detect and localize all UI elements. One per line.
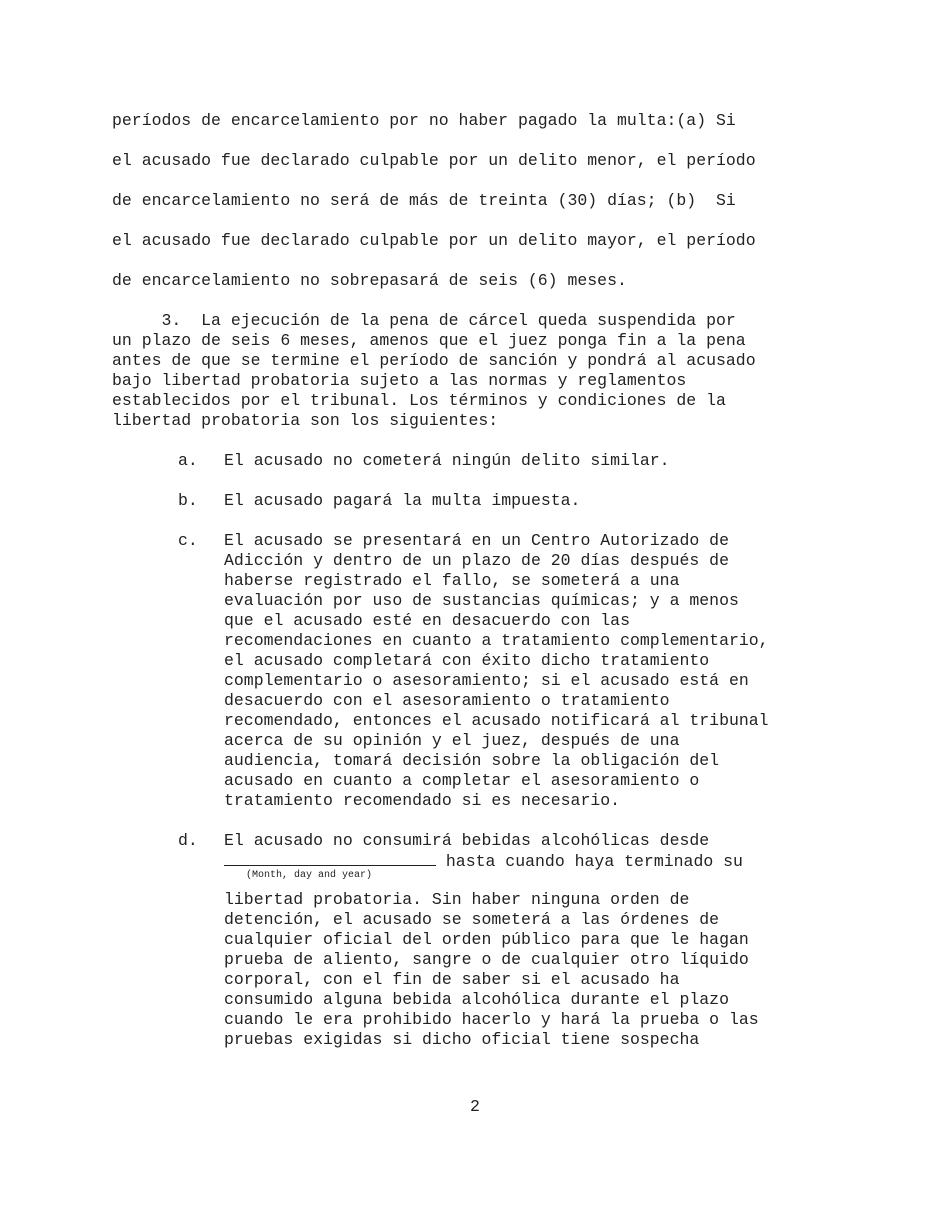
list-item-text: pruebas exigidas si dicho oficial tiene sospecha (224, 1030, 700, 1049)
paragraph-line: antes de que se termine el período de sanción y pondrá al acusado (112, 351, 756, 370)
list-item-text: cualquier oficial del orden público para que le hagan (224, 930, 749, 949)
paragraph-line: un plazo de seis 6 meses, amenos que el juez ponga fin a la pena (112, 331, 746, 350)
list-item-text: prueba de aliento, sangre o de cualquier otro líquido (224, 950, 749, 969)
date-blank-caption: (Month, day and year) (246, 870, 373, 881)
paragraph-line: bajo libertad probatoria sujeto a las normas y reglamentos (112, 371, 687, 390)
paragraph-line: libertad probatoria son los siguientes: (112, 411, 499, 430)
list-item-text: consumido alguna bebida alcohólica durante el plazo (224, 990, 729, 1009)
list-item-text: corporal, con el fin de saber si el acusado ha (224, 970, 680, 989)
list-item-text: El acusado no consumirá bebidas alcohólicas desde (224, 831, 710, 850)
list-item-text: Adicción y dentro de un plazo de 20 días después de (224, 551, 729, 570)
list-item-text: El acusado no cometerá ningún delito similar. (224, 451, 670, 470)
paragraph-line: 3. La ejecución de la pena de cárcel queda suspendida por (112, 311, 736, 330)
list-item-text: hasta cuando haya terminado su (436, 852, 743, 871)
list-item-text: tratamiento recomendado si es necesario. (224, 791, 621, 810)
list-item-text: complementario o asesoramiento; si el acusado está en (224, 671, 749, 690)
list-item-text: acerca de su opinión y el juez, después de una (224, 731, 680, 750)
intro-line: de encarcelamiento no sobrepasará de seis (6) meses. (112, 271, 627, 290)
list-item-text: libertad probatoria. Sin haber ninguna orden de (224, 890, 690, 909)
intro-line: de encarcelamiento no será de más de treinta (30) días; (b) Si (112, 191, 736, 210)
page-number: 2 (470, 1097, 480, 1116)
list-item-text: audiencia, tomará decisión sobre la obligación del (224, 751, 720, 770)
list-item-text: desacuerdo con el asesoramiento o tratamiento (224, 691, 670, 710)
list-marker: d. (178, 831, 198, 850)
list-item-text: evaluación por uso de sustancias químicas; y a menos (224, 591, 739, 610)
intro-line: el acusado fue declarado culpable por un delito menor, el período (112, 151, 756, 170)
paragraph-line: establecidos por el tribunal. Los términos y condiciones de la (112, 391, 726, 410)
list-item-text: El acusado se presentará en un Centro Autorizado de (224, 531, 729, 550)
list-item-text: detención, el acusado se someterá a las órdenes de (224, 910, 720, 929)
list-item-text: cuando le era prohibido hacerlo y hará la prueba o las (224, 1010, 759, 1029)
list-item-text: recomendaciones en cuanto a tratamiento complementario, (224, 631, 769, 650)
intro-line: el acusado fue declarado culpable por un delito mayor, el período (112, 231, 756, 250)
list-marker: b. (178, 491, 198, 510)
intro-line: períodos de encarcelamiento por no haber pagado la multa:(a) Si (112, 111, 736, 130)
date-blank[interactable] (224, 851, 436, 866)
date-blank-line (224, 851, 743, 872)
list-item-text: recomendado, entonces el acusado notificará al tribunal (224, 711, 769, 730)
list-item-text: el acusado completará con éxito dicho tratamiento (224, 651, 710, 670)
list-marker: c. (178, 531, 198, 550)
list-marker: a. (178, 451, 198, 470)
list-item-text: acusado en cuanto a completar el asesoramiento o (224, 771, 700, 790)
list-item-text: El acusado pagará la multa impuesta. (224, 491, 581, 510)
list-item-text: que el acusado esté en desacuerdo con las (224, 611, 630, 630)
list-item-text: haberse registrado el fallo, se someterá a una (224, 571, 680, 590)
